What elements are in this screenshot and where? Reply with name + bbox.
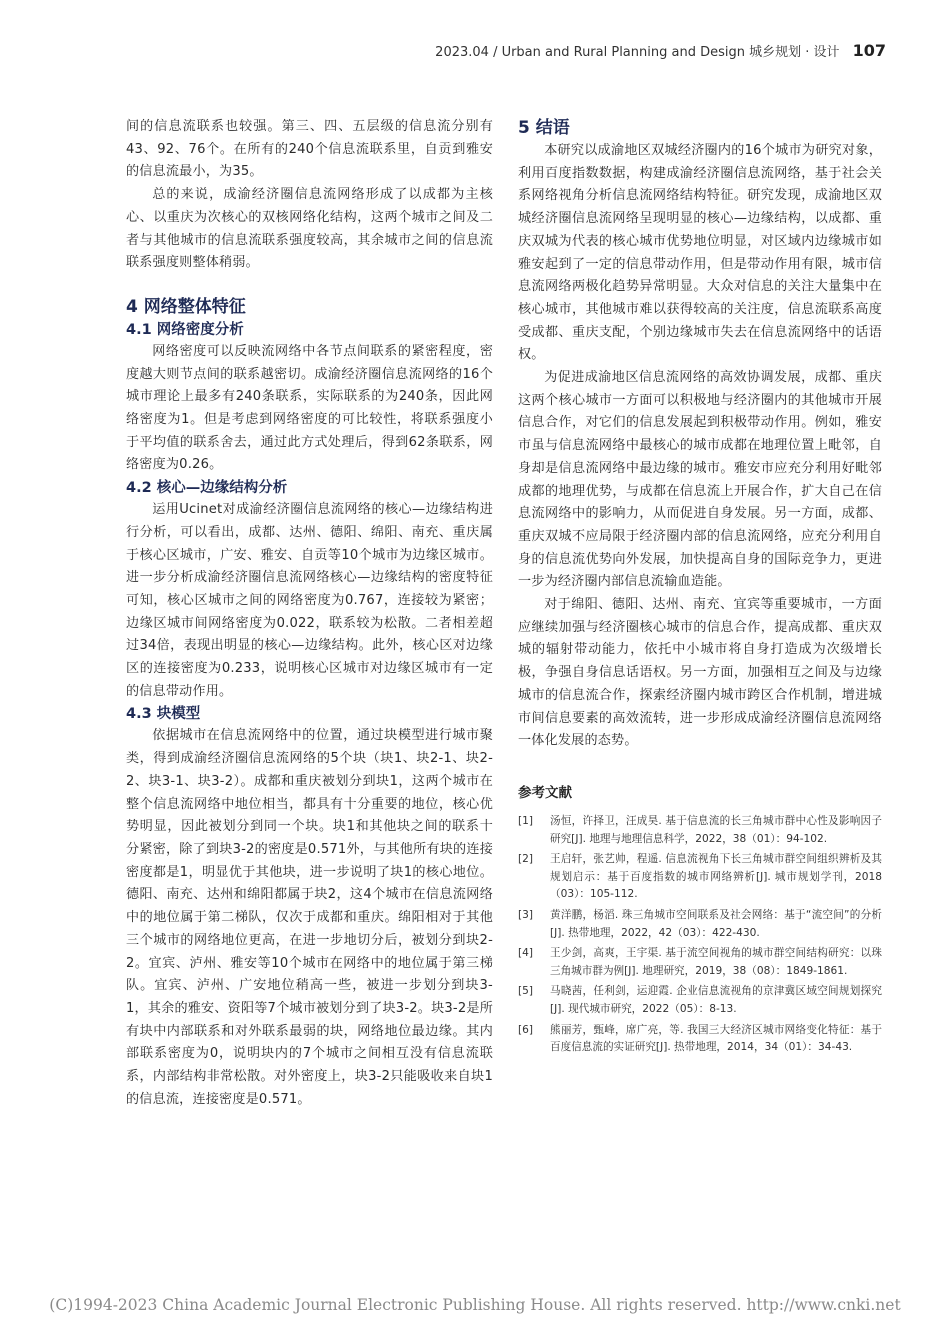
reference-item [518,851,882,904]
reference-text: 王启轩，张艺帅，程遥. 信息流视角下长三角城市群空间组织辨析及其规划启示：基于百度指数的城市网络辨析[J]. 城市规划学刊，2018（03）：105-112. [550,853,882,901]
paragraph: 依据城市在信息流网络中的位置，通过块模型进行城市聚类，得到成渝经济圈信息流网络的5个块（块1、块2-1、块2-2、块3-1、块3-2）。成都和重庆被划分到块1，这两个城市在整个信息流网络中地位相当，都具有十分重要的地位，核心优势明显，因此被划分到同一个块。块1和其他块之间的联系十分紧密，除了到块3-2的密度是0.571外，与其他所有块的连接密度都是1，明显优于其他块，进一步说明了块1的核心地位。德阳、南充、达州和绵阳都属于块2，这4个城市在信息流网络中的地位属于第二梯队，仅次于成都和重庆。绵阳相对于其他三个城市的网络地位更高，在进一步地切分后，被划分到块2-2。宜宾、泸州、雅安等10个城市在网络中的地位属于第三梯队。宜宾、泸州、广安地位稍高一些，被进一步划分到块3-1，其余的雅安、资阳等7个城市被划分到了块3-2。块3-2是所有块中内部联系和对外联系最弱的块，网络地位最边缘。其内部联系密度为0，说明块内的7个城市之间相互没有信息流联系，内部结构非常松散。对外密度上，块3-2只能吸收来自块1的信息流，连接密度是0.571。 [126,728,493,1107]
reference-text: 黄洋鹏，杨滔. 珠三角城市空间联系及社会网络：基于“流空间”的分析[J]. 热带地理，2022，42（03）：422-430. [550,908,882,939]
section-5-heading: 5 结语 [518,118,570,138]
reference-number: [5] [518,985,534,998]
page-number: 107 [852,41,886,60]
section-4-2-heading: 4.2 核心—边缘结构分析 [126,480,288,497]
reference-number: [4] [518,947,534,960]
reference-text: 王少剑，高爽，王宇渠. 基于流空间视角的城市群空间结构研究：以珠三角城市群为例[J]. 地理研究，2019，38（08）：1849-1861. [550,947,882,977]
reference-number: [3] [518,908,534,921]
reference-item [518,907,882,942]
reference-number: [2] [518,853,534,866]
copyright-footer: (C)1994-2023 China Academic Journal Electronic Publishing House. All rights reserved. http://www.cnki.net [49,1296,901,1314]
section-4-3-heading: 4.3 块模型 [126,706,201,723]
paragraph: 网络密度可以反映流网络中各节点间联系的紧密程度，密度越大则节点间的联系越密切。成渝经济圈信息流网络的16个城市理论上最多有240条联系，实际联系的为240条，因此网络密度为1。但是考虑到网络密度的可比较性，将联系强度小于平均值的联系舍去，通过此方式处理后，得到62条联系，网络密度为0.26。 [126,343,493,473]
references-heading: 参考文献 [518,784,572,801]
reference-number: [6] [518,1023,534,1036]
reference-text: 汤恒，许择卫，汪成昊. 基于信息流的长三角城市群中心性及影响因子研究[J]. 地理与地理信息科学，2022，38（01）：94-102. [550,814,882,845]
paragraph: 运用Ucinet对成渝经济圈信息流网络的核心—边缘结构进行分析，可以看出，成都、达州、德阳、绵阳、南充、重庆属于核心区城市，广安、雅安、自贡等10个城市为边缘区城市。进一步分析成渝经济圈信息流网络核心—边缘结构的密度特征可知，核心区城市之间的网络密度为0.767，连接较为紧密；边缘区城市间网络密度为0.022，联系较为松散。二者相差超过34倍，表现出明显的核心—边缘结构。此外，核心区对边缘区的连接密度为0.233，说明核心区城市对边缘区城市有一定的信息带动作用。 [126,502,493,699]
reference-item [518,1022,882,1057]
left-column [126,116,493,1111]
paragraph: 对于绵阳、德阳、达州、南充、宜宾等重要城市，一方面应继续加强与经济圈核心城市的信息合作，提高成都、重庆双城的辐射带动能力，依托中小城市将自身打造成为次级增长极，争强自身信息话语权。另一方面，加强相互之间及与边缘城市的信息流合作，探索经济圈内城市跨区合作机制，增进城市间信息要素的高效流转，进一步形成成渝经济圈信息流网络一体化发展的态势。 [518,597,882,749]
reference-item [518,983,882,1018]
journal-info: 2023.04 / Urban and Rural Planning and Design 城乡规划 · 设计 [435,45,840,60]
paragraph: 为促进成渝地区信息流网络的高效协调发展，成都、重庆这两个核心城市一方面可以积极地与经济圈内的其他城市开展信息合作，对它们的信息发展起到积极带动作用。例如，雅安市虽与信息流网络中最核心的城市成都在地理位置上毗邻，自身却是信息流网络中最边缘的城市。雅安市应充分利用好毗邻成都的地理优势，与成都在信息流上开展合作，扩大自己在信息流网络中的影响力，从而促进自身发展。另一方面，成都、重庆双城不应局限于经济圈内部的信息流网络，应充分利用自身的信息流优势向外发展，加快提高自身的国际竞争力，更进一步为经济圈内部信息流输血造能。 [518,370,882,590]
reference-item [518,945,882,980]
running-header [0,40,886,62]
paragraph: 总的来说，成渝经济圈信息流网络形成了以成都为主核心、以重庆为次核心的双核网络化结构，这两个城市之间及二者与其他城市的信息流联系强度较高，其余城市之间的信息流联系强度则整体稍弱。 [126,187,493,271]
section-4-1-heading: 4.1 网络密度分析 [126,321,244,338]
right-column [518,116,882,1060]
references-list [518,813,882,1057]
section-4-heading: 4 网络整体特征 [126,296,246,317]
reference-text: 熊丽芳，甄峰，席广亮，等. 我国三大经济区城市网络变化特征：基于百度信息流的实证研究[J]. 热带地理，2014，34（01）：34-43. [550,1023,882,1054]
reference-item [518,813,882,848]
paragraph: 本研究以成渝地区双城经济圈内的16个城市为研究对象，利用百度指数数据，构建成渝经济圈信息流网络，基于社会关系网络视角分析信息流网络结构特征。研究发现，成渝地区双城经济圈信息流网络呈现明显的核心—边缘结构，以成都、重庆双城为代表的核心城市优势地位明显，对区域内边缘城市如雅安起到了一定的信息带动作用，但是带动作用有限，城市信息流网络两极化趋势异常明显。大众对信息的关注大量集中在核心城市，其他城市难以获得较高的关注度，信息流联系高度受成都、重庆支配，个别边缘城市失去在信息流网络中的话语权。 [518,143,882,363]
reference-text: 马晓茜，任利剑，运迎霞. 企业信息流视角的京津冀区域空间规划探究[J]. 现代城市研究，2022（05）：8-13. [550,985,882,1015]
paragraph: 间的信息流联系也较强。第三、四、五层级的信息流分别有43、92、76个。在所有的240个信息流联系里，自贡到雅安的信息流最小，为35。 [126,119,493,180]
reference-number: [1] [518,814,534,827]
